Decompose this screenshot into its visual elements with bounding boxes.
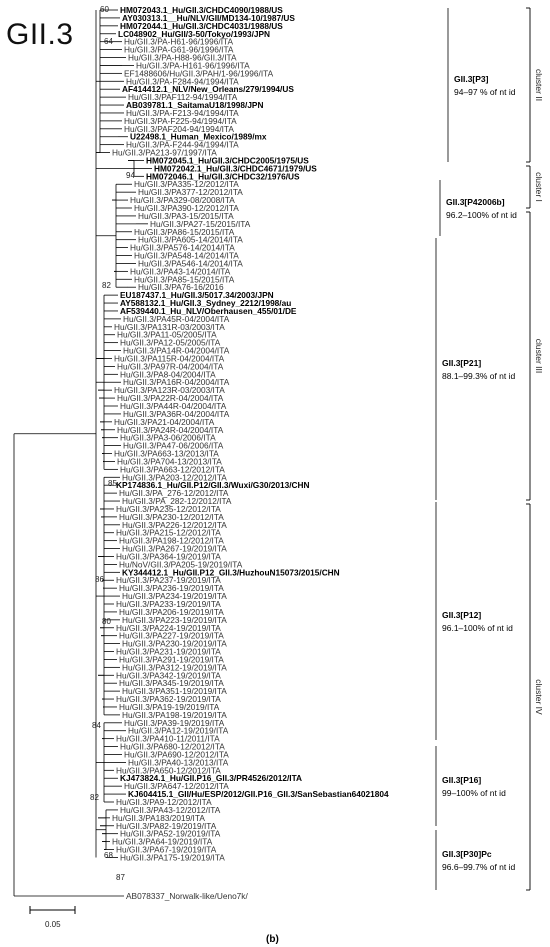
leaf-label: Hu/GII.3/PA291-19/2019/ITA	[119, 654, 224, 665]
leaf-label: Hu/GII.3/PA647-12/2012/ITA	[124, 781, 229, 792]
leaf-labels	[112, 5, 389, 862]
leaf-label: HM072042.1_Hu/GII.3/CHDC4671/1979/US	[154, 163, 317, 174]
leaf-label: Hu/GII.3/PA546-14/2014/ITA	[138, 258, 243, 269]
leaf-label: HM072046.1_Hu/GII.3/CHDC32/1976/US	[146, 171, 300, 182]
bootstrap-value: 64	[104, 37, 113, 46]
leaf-label: Hu/GII.3/PA230-12/2012/ITA	[119, 511, 224, 522]
leaf-label: Hu/GII.3/PA680-12/2012/ITA	[120, 741, 225, 752]
genotype-group	[448, 8, 516, 162]
cluster-bracket	[526, 212, 544, 500]
bootstrap-value: 82	[90, 793, 99, 802]
leaf-label: Hu/GII.3/PA64-19/2019/ITA	[112, 836, 213, 847]
leaf-label: AY030313.1__Hu/NLV/GII/MD134-10/1987/US	[122, 12, 295, 23]
leaf-label: Hu/GII.3/PA21-04/2004/ITA	[114, 416, 215, 427]
leaf-label: Hu/GII.3/PA198-12/2012/ITA	[119, 535, 224, 546]
leaf-label: Hu/GII.3/PA663-12/2012/ITA	[120, 464, 225, 475]
cluster-label: cluster I	[534, 172, 544, 202]
leaf-label: AB039781.1_SaitamaU18/1998/JPN	[126, 100, 264, 111]
bootstrap-value: 86	[95, 575, 104, 584]
group-name: GII.3[P16]	[442, 775, 482, 785]
leaf-label: Hu/GII.3/PA76-16/2016	[138, 282, 224, 293]
leaf-label: Hu/GII.3/PA235-12/2012/ITA	[116, 503, 221, 514]
leaf-label: Hu/GII.3/PA236-19/2019/ITA	[119, 583, 224, 594]
leaf-label: Hu/GII.3/PA226-12/2012/ITA	[122, 519, 227, 530]
leaf-label: Hu/GII.3/PA231-19/2019/ITA	[116, 646, 221, 657]
leaf-label: Hu/GII.3/PA123R-03/2003/ITA	[114, 385, 225, 396]
leaf-label: Hu/GII.3/PA342-19/2019/ITA	[116, 670, 221, 681]
leaf-label: Hu/GII.3/PA-F213-94/1994/ITA	[126, 107, 239, 118]
leaf-label: Hu/GII.3/PA115R-04/2004/ITA	[114, 353, 225, 364]
group-identity: 96.1–100% of nt id	[442, 623, 513, 633]
leaf-label: Hu/GII.3/PA9-12/2012/ITA	[116, 797, 212, 807]
leaf-label: Hu/GII.3/PAF112-94/1994/ITA	[128, 92, 238, 103]
leaf-label: Hu/GII.3/PA230-19/2019/ITA	[122, 638, 227, 649]
leaf-label: Hu/GII.3/PA-F244-94/1994/ITA	[126, 139, 239, 150]
leaf-label: Hu/GII.3/PA27-15/2015/ITA	[150, 218, 251, 229]
leaf-label: Hu/GII.3/PA548-14/2014/ITA	[134, 250, 239, 261]
leaf-label: Hu/GII.3/PA24R-04/2004/ITA	[117, 424, 224, 435]
leaf-label: HM072045.1_Hu/GII.3/CHDC2005/1975/US	[146, 155, 309, 166]
genotype-group	[436, 746, 506, 826]
leaf-label: Hu/NoV/GII.3/PA205-19/2019/ITA	[119, 559, 243, 570]
leaf-label: Hu/GII.3/PA12-19/2019/ITA	[128, 725, 229, 736]
leaf-label: Hu/GII.3/PA234-19/2019/ITA	[122, 591, 227, 602]
leaf-label: Hu/GII.3/PA3-15/2015/ITA	[138, 210, 234, 221]
cluster-label: cluster III	[534, 338, 544, 374]
group-identity: 88.1–99.3% of nt id	[442, 371, 516, 381]
genotype-group	[436, 502, 513, 740]
leaf-label: Hu/GII.3/PAF204-94/1994/ITA	[124, 123, 234, 134]
leaf-label: AF539440.1_Hu_NLV/Oberhausen_455/01/DE	[120, 305, 297, 316]
leaf-label: Hu/GII.3/PA224-19/2019/ITA	[116, 622, 221, 633]
group-name: GII.3[P12]	[442, 610, 482, 620]
leaf-label: KJ604415.1_GII/Hu/ESP/2012/GII.P16_GII.3/SanSebastian64021804	[128, 789, 389, 800]
group-identity: 96.2–100% of nt id	[446, 210, 517, 220]
leaf-label: Hu/GII.3/PA-H88-96/GII.3/ITA	[128, 52, 237, 63]
cluster-bracket	[526, 504, 544, 890]
leaf-label: Hu/GII.3/PA86-15/2015/ITA	[134, 226, 235, 237]
leaf-label: Hu/GII.3/PA312-19/2019/ITA	[122, 662, 227, 673]
group-name: GII.3[P30]Pc	[442, 849, 492, 859]
leaf-label: Hu/GII.3/PA8-04/2004/ITA	[120, 369, 216, 380]
leaf-label: Hu/GII.3/PA16R-04/2004/ITA	[123, 377, 230, 388]
bootstrap-value: 82	[102, 281, 111, 290]
leaf-label: Hu/GII.3/PA576-14/2014/ITA	[130, 242, 235, 253]
cluster-label: cluster II	[534, 68, 544, 102]
group-name: GII.3[P42006b]	[446, 197, 505, 207]
bootstrap-value: 94	[126, 171, 135, 180]
leaf-label: Hu/GII.3/PA663-13/2013/ITA	[114, 448, 219, 459]
leaf-label: Hu/GII.3/PA40-13/2013/ITA	[128, 757, 229, 768]
leaf-label: Hu/GII.3/PA203-12/2012/ITA	[122, 472, 227, 483]
leaf-label: Hu/GII.3/PA329-08/2008/ITA	[130, 195, 235, 206]
leaf-label: AY588132.1_Hu/GII.3_Sydney_2212/1998/au	[120, 298, 292, 309]
leaf-label: Hu/GII.3/PA19-19/2019/ITA	[119, 701, 220, 712]
leaf-label: Hu/GII.3/PA131R-03/2003/ITA	[114, 321, 225, 332]
genotype-group	[436, 238, 516, 500]
group-identity: 94–97 % of nt id	[454, 87, 516, 97]
leaf-label: Hu/GII.3/PA237-19/2019/ITA	[116, 575, 221, 586]
leaf-label: Hu/GII.3/PA3-06/2006/ITA	[120, 432, 216, 443]
leaf-label: Hu/GII.3/PA175-19/2019/ITA	[120, 852, 225, 863]
leaf-label: KJ473824.1_Hu/GII.P16_GII.3/PR4526/2012/ITA	[120, 773, 303, 784]
leaf-label: Hu/GII.3/PA44R-04/2004/ITA	[120, 401, 227, 411]
leaf-label: Hu/GII.3/PA-F225-94/1994/ITA	[124, 115, 237, 126]
leaf-label: Hu/GII.3/PA335-12/2012/ITA	[134, 179, 239, 190]
leaf-label: Hu/GII.3/PA223-19/2019/ITA	[122, 614, 227, 625]
outgroup-label: AB078337_Norwalk-like/Ueno7k/	[126, 891, 248, 901]
leaf-label: Hu/GII.3/PA364-19/2019/ITA	[116, 551, 221, 562]
leaf-label: Hu/GII.3/PA97R-04/2004/ITA	[117, 361, 224, 372]
panel-label: (b)	[266, 934, 279, 945]
leaf-label: KP174836.1_Hu/GII.P12/GII.3/Wuxi/G30/2013/CHN	[116, 480, 310, 491]
leaf-label: Hu/GII.3/PA351-19/2019/ITA	[122, 686, 227, 697]
leaf-label: Hu/GII.3/PA82-19/2019/ITA	[116, 820, 217, 831]
group-identity: 99–100% of nt id	[442, 788, 506, 798]
leaf-label: Hu/GII.3/PA12-05/2005/ITA	[120, 337, 221, 348]
leaf-label: Hu/GII.3/PA_276-12/2012/ITA	[119, 488, 229, 499]
cluster-label: cluster IV	[534, 679, 544, 715]
genotype-group	[436, 830, 516, 890]
cluster-bracket	[526, 8, 544, 162]
group-identity: 96.6–99.7% of nt id	[442, 862, 516, 872]
leaf-label: Hu/GII.3/PA-G61-96/1996/ITA	[124, 44, 234, 55]
leaf-label: Hu/GII.3/PA39-19/2019/ITA	[124, 717, 225, 728]
leaf-label: Hu/GII.3/PA-H161-96/1996/ITA	[136, 60, 250, 71]
cluster-bracket	[526, 166, 544, 208]
leaf-label: Hu/GII.3/PA183/2019/ITA	[112, 812, 205, 823]
leaf-label: HM072043.1_Hu/GII.3/CHDC4090/1988/US	[120, 5, 283, 15]
leaf-label: Hu/GII.3/PA213-97/1997/ITA	[112, 147, 217, 158]
leaf-label: Hu/GII.3/PA650-12/2012/ITA	[116, 765, 221, 776]
leaf-label: Hu/GII.3/PA45R-04/2004/ITA	[123, 313, 230, 324]
leaf-label: Hu/GII.3/PA-H61-96/1996/ITA	[124, 36, 233, 47]
genotype-group-boxes	[436, 8, 517, 890]
genotype-group	[440, 180, 517, 236]
leaf-label: U22498.1_Human_Mexico/1989/mx	[130, 131, 267, 142]
bootstrap-value: 60	[100, 5, 109, 14]
leaf-label: Hu/GII.3/PA47-06/2006/ITA	[123, 440, 224, 451]
leaf-label: Hu/GII.3/PA198-19/2019/ITA	[122, 709, 227, 720]
leaf-label: Hu/GII.3/PA215-12/2012/ITA	[116, 527, 221, 538]
leaf-label: Hu/GII.3/PA362-19/2019/ITA	[116, 694, 221, 705]
figure-title: GII.3	[6, 18, 74, 51]
leaf-label: Hu/GII.3/PA690-12/2012/ITA	[124, 749, 229, 760]
bootstrap-value: 80	[102, 617, 111, 626]
leaf-label: KY344412.1_Hu/GII.P12_GII.3/HuzhouN15073/2015/CHN	[122, 567, 340, 578]
leaf-label: Hu/GII.3/PA345-19/2019/ITA	[119, 678, 224, 689]
leaf-label: Hu/GII.3/PA43-12/2012/ITA	[120, 804, 221, 815]
bootstrap-value: 84	[92, 721, 101, 730]
leaf-label: Hu/GII.3/PA605-14/2014/ITA	[138, 234, 243, 245]
leaf-label: LC048902_Hu/GII/3-50/Tokyo/1993/JPN	[118, 28, 271, 39]
leaf-label: Hu/GII.3/PA410-11/2011/ITA	[116, 733, 220, 744]
leaf-label: Hu/GII.3/PA-F284-94/1994/ITA	[126, 76, 239, 87]
scale-bar-label: 0.05	[45, 920, 61, 929]
leaf-label: Hu/GII.3/PA14R-04/2004/ITA	[123, 345, 230, 356]
leaf-label: AF414412.1_NLV/New_Orleans/279/1994/US	[122, 84, 294, 95]
bootstrap-value: 87	[116, 873, 125, 882]
leaf-label: Hu/GII.3/PA390-12/2012/ITA	[134, 203, 239, 213]
leaf-label: Hu/GII.3/PA36R-04/2004/ITA	[123, 408, 230, 419]
cluster-brackets	[526, 8, 544, 890]
leaf-label: Hu/GII.3/PA67-19/2019/ITA	[116, 844, 217, 855]
leaf-label: Hu/GII.3/PA85-15/2015/ITA	[134, 274, 235, 285]
leaf-label: Hu/GII.3/PA704-13/2013/ITA	[117, 456, 222, 467]
leaf-label: Hu/GII.3/PA377-12/2012/ITA	[138, 187, 243, 198]
group-name: GII.3[P3]	[454, 74, 489, 84]
bootstrap-value: 68	[104, 851, 113, 860]
group-name: GII.3[P21]	[442, 358, 482, 368]
scale-bar	[30, 906, 75, 929]
leaf-label: HM072044.1_Hu/GII.3/CHDC4031/1988/US	[120, 20, 283, 31]
leaf-label: EF1488606/Hu/GII.3/PAH/1-96/1996/ITA	[124, 68, 274, 79]
leaf-label: Hu/GII.3/PA52-19/2019/ITA	[120, 828, 221, 839]
leaf-label: Hu/GII.3/PA11-05/2005/ITA	[117, 329, 217, 340]
leaf-label: Hu/GII.3/PA43-14/2014/ITA	[130, 266, 231, 277]
leaf-label: Hu/GII.3/PA22R-04/2004/ITA	[117, 393, 224, 404]
leaf-label: Hu/GII.3/PA_282-12/2012/ITA	[122, 496, 232, 507]
leaf-label: Hu/GII.3/PA206-19/2019/ITA	[119, 606, 224, 617]
bootstrap-value: 85	[108, 479, 117, 488]
leaf-label: EU187437.1_Hu/GII.3/5017.34/2003/JPN	[120, 290, 274, 301]
leaf-label: Hu/GII.3/PA233-19/2019/ITA	[116, 599, 221, 609]
leaf-label: Hu/GII.3/PA267-19/2019/ITA	[122, 543, 227, 554]
leaf-label: Hu/GII.3/PA227-19/2019/ITA	[119, 630, 224, 641]
